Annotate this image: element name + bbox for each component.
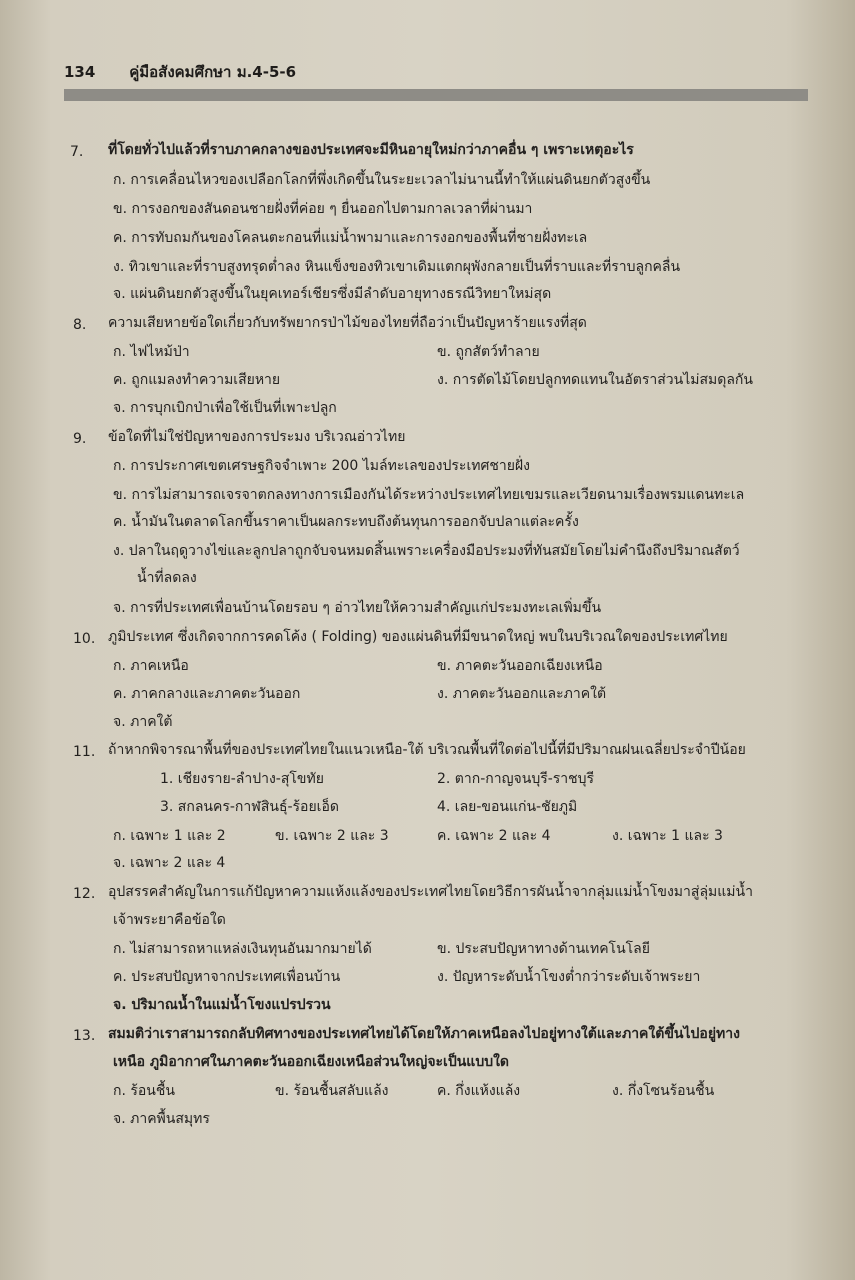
choice: ข. ภาคตะวันออกเฉียงเหนือ (437, 658, 603, 674)
option-item: 4. เลย-ขอนแก่น-ชัยภูมิ (437, 799, 578, 815)
choice: ข. เฉพาะ 2 และ 3 (275, 828, 389, 844)
choice: ง. กึ่งโซนร้อนชื้น (612, 1083, 715, 1099)
choice: ง. การตัดไม้โดยปลูกทดแทนในอัตราส่วนไม่สมดุลกัน (437, 372, 753, 388)
choice: ข. การงอกของสันดอนชายฝั่งที่ค่อย ๆ ยื่นออกไปตามกาลเวลาที่ผ่านมา (113, 201, 533, 217)
choice: ง. ปัญหาระดับน้ำโขงต่ำกว่าระดับเจ้าพระยา (437, 969, 701, 985)
question-number: 11. (73, 744, 96, 760)
choice: จ. แผ่นดินยกตัวสูงขึ้นในยุคเทอร์เชียรซึ่งมีลำดับอายุทางธรณีวิทยาใหม่สุด (113, 286, 552, 302)
choice: ค. น้ำมันในตลาดโลกขึ้นราคาเป็นผลกระทบถึงต้นทุนการออกจับปลาแต่ละครั้ง (113, 514, 579, 530)
question-text-continuation: เหนือ ภูมิอากาศในภาคตะวันออกเฉียงเหนือส่วนใหญ่จะเป็นแบบใด (113, 1054, 510, 1070)
choice: ก. ไฟไหม้ป่า (113, 344, 190, 360)
choice: จ. ปริมาณน้ำในแม่น้ำโขงแปรปรวน (113, 997, 331, 1013)
choice: จ. การบุกเบิกป่าเพื่อใช้เป็นที่เพาะปลูก (113, 400, 337, 416)
choice: จ. ภาคใต้ (113, 714, 173, 730)
question-text-continuation: เจ้าพระยาคือข้อใด (113, 912, 226, 928)
option-item: 2. ตาก-กาญจนบุรี-ราชบุรี (437, 771, 595, 787)
choice: ค. เฉพาะ 2 และ 4 (437, 828, 551, 844)
choice: ข. ประสบปัญหาทางด้านเทคโนโลยี (437, 941, 650, 957)
option-item: 3. สกลนคร-กาฬสินธุ์-ร้อยเอ็ด (160, 799, 339, 815)
choice: ค. ถูกแมลงทำความเสียหาย (113, 372, 281, 388)
question-text: ข้อใดที่ไม่ใช่ปัญหาของการประมง บริเวณอ่าวไทย (108, 429, 406, 445)
question-number: 12. (73, 886, 96, 902)
question-number: 8. (73, 317, 87, 333)
option-item: 1. เชียงราย-ลำปาง-สุโขทัย (160, 771, 324, 787)
choice: ค. ประสบปัญหาจากประเทศเพื่อนบ้าน (113, 969, 341, 985)
page-header (64, 60, 296, 84)
question-text: ที่โดยทั่วไปแล้วที่ราบภาคกลางของประเทศจะมีหินอายุใหม่กว่าภาคอื่น ๆ เพราะเหตุอะไร (108, 142, 634, 158)
header-rule (64, 89, 808, 101)
choice: ข. ถูกสัตว์ทำลาย (437, 344, 540, 360)
book-title: คู่มือสังคมศึกษา ม.4-5-6 (129, 63, 297, 81)
choice-continuation: น้ำที่ลดลง (137, 570, 197, 586)
question-number: 7. (70, 144, 84, 160)
question-text: อุปสรรคสำคัญในการแก้ปัญหาความแห้งแล้งของประเทศไทยโดยวิธีการผันน้ำจากลุ่มแม่น้ำโขงมาสู่ลุ่มแม่น้ำ (108, 884, 753, 900)
page-number: 134 (64, 63, 96, 81)
choice: ค. กึ่งแห้งแล้ง (437, 1083, 521, 1099)
question-text: ภูมิประเทศ ซึ่งเกิดจากการคดโค้ง ( Folding) ของแผ่นดินที่มีขนาดใหญ่ พบในบริเวณใดของประเทศไทย (108, 629, 728, 645)
choice: ง. ภาคตะวันออกและภาคใต้ (437, 686, 607, 702)
question-number: 9. (73, 431, 87, 447)
question-text: ถ้าหากพิจารณาพื้นที่ของประเทศไทยในแนวเหนือ-ใต้ บริเวณพื้นที่ใดต่อไปนี้ที่มีปริมาณฝนเฉลี่ยประจำปีน้อย (108, 742, 746, 758)
choice: ก. เฉพาะ 1 และ 2 (113, 828, 226, 844)
question-text: ความเสียหายข้อใดเกี่ยวกับทรัพยากรป่าไม้ของไทยที่ถือว่าเป็นปัญหาร้ายแรงที่สุด (108, 315, 587, 331)
question-text: สมมติว่าเราสามารถกลับทิศทางของประเทศไทยได้โดยให้ภาคเหนือลงไปอยู่ทางใต้และภาคใต้ขึ้นไปอยู่ทาง (108, 1026, 740, 1042)
question-number: 13. (73, 1028, 96, 1044)
choice: ง. ทิวเขาและที่ราบสูงทรุดต่ำลง หินแข็งของทิวเขาเดิมแตกผุพังกลายเป็นที่ราบและที่ราบลูกคลื่น (113, 259, 681, 275)
choice: ง. เฉพาะ 1 และ 3 (612, 828, 723, 844)
choice: ก. การเคลื่อนไหวของเปลือกโลกที่พึ่งเกิดขึ้นในระยะเวลาไม่นานนี้ทำให้แผ่นดินยกตัวสูงขึ้น (113, 172, 651, 188)
choice: ค. ภาคกลางและภาคตะวันออก (113, 686, 301, 702)
question-number: 10. (73, 631, 96, 647)
choice: ค. การทับถมกันของโคลนตะกอนที่แม่น้ำพามาและการงอกของพื้นที่ชายฝั่งทะเล (113, 230, 588, 246)
choice: ก. ไม่สามารถหาแหล่งเงินทุนอันมากมายได้ (113, 941, 372, 957)
choice: ก. การประกาศเขตเศรษฐกิจจำเพาะ 200 ไมล์ทะเลของประเทศชายฝั่ง (113, 458, 530, 474)
choice: จ. ภาคพื้นสมุทร (113, 1111, 210, 1127)
choice: จ. การที่ประเทศเพื่อนบ้านโดยรอบ ๆ อ่าวไทยให้ความสำคัญแก่ประมงทะเลเพิ่มขึ้น (113, 600, 602, 616)
choice: ข. ร้อนชื้นสลับแล้ง (275, 1083, 389, 1099)
choice: ข. การไม่สามารถเจรจาตกลงทางการเมืองกันได้ระหว่างประเทศไทยเขมรและเวียดนามเรื่องพรมแดนทะเล (113, 487, 745, 503)
choice: จ. เฉพาะ 2 และ 4 (113, 855, 226, 871)
choice: ก. ภาคเหนือ (113, 658, 189, 674)
choice: ง. ปลาในฤดูวางไข่และลูกปลาถูกจับจนหมดสิ้นเพราะเครื่องมือประมงที่ทันสมัยโดยไม่คำนึงถึงปริมาณสัตว์ (113, 543, 740, 559)
choice: ก. ร้อนชื้น (113, 1083, 175, 1099)
